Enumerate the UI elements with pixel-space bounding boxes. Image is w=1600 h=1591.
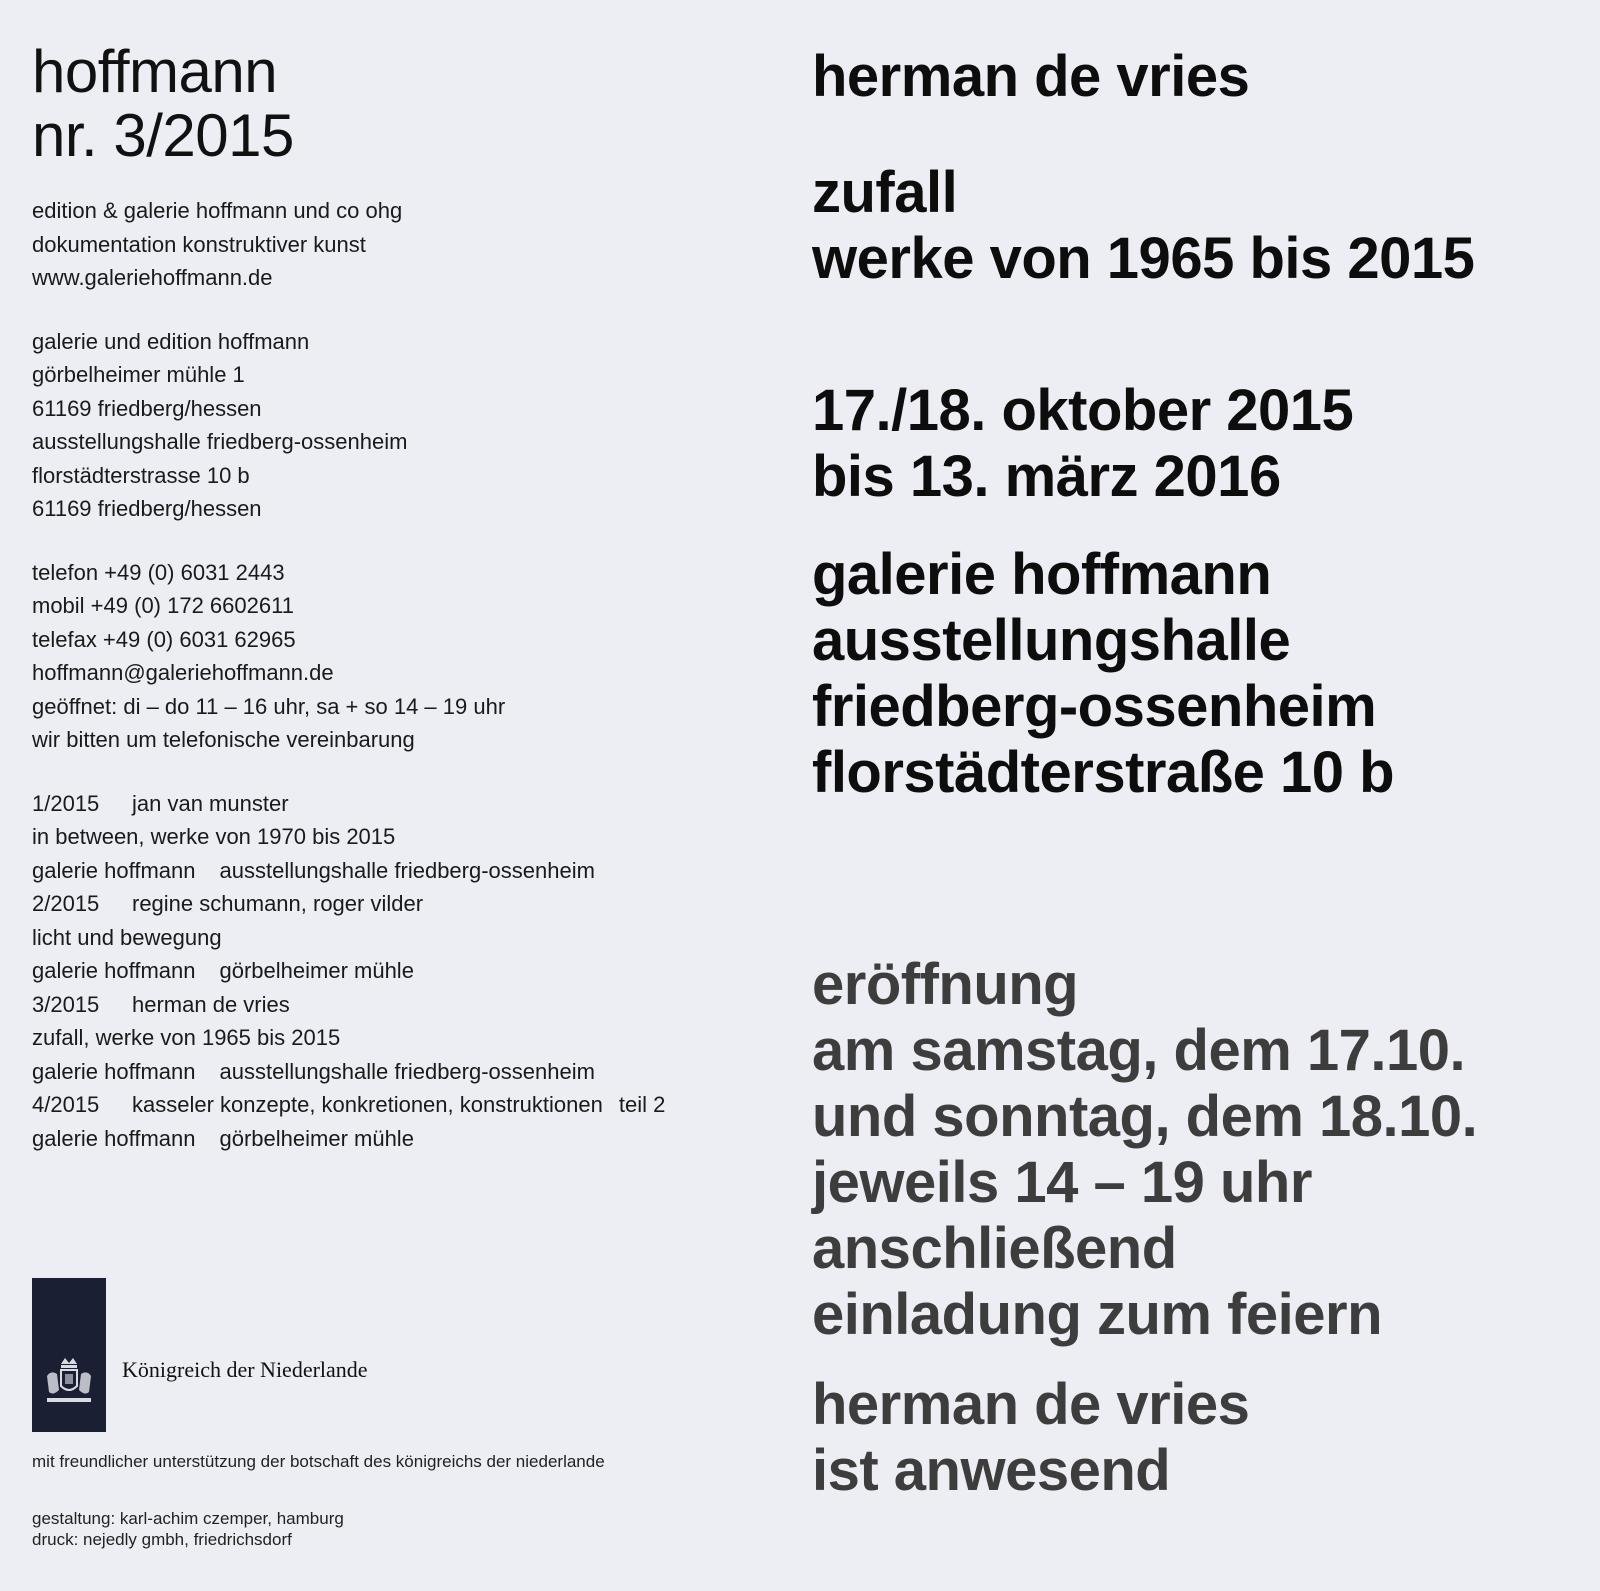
publication-title-line	[32, 820, 772, 854]
publication-number: 3/2015	[32, 991, 100, 1017]
opening-info	[812, 952, 1592, 1348]
publication-number: 1/2015	[32, 790, 100, 816]
opening-line: anschließend	[812, 1216, 1177, 1281]
publication-part: teil 2	[618, 1092, 666, 1117]
presence-line: ist anwesend	[812, 1438, 1171, 1503]
publication-venue-line	[32, 1122, 772, 1156]
phone: telefon +49 (0) 6031 2443	[32, 559, 285, 585]
address-block	[32, 325, 772, 526]
logo-text: Königreich der Niederlande	[122, 1357, 368, 1382]
publication-number: 4/2015	[32, 1092, 100, 1117]
masthead	[32, 40, 772, 168]
publisher-line: edition & galerie hoffmann und co ohg	[32, 198, 403, 223]
coat-of-arms-icon	[39, 1354, 99, 1414]
publication-artist: herman de vries	[132, 991, 290, 1017]
publication-subtitle: , werke von 1970 bis 2015	[138, 824, 396, 849]
mobile: mobil +49 (0) 172 6602611	[32, 593, 294, 618]
address-line: ausstellungshalle friedberg-ossenheim	[32, 429, 408, 454]
opening-hours: geöffnet: di – do 11 – 16 uhr, sa + so 14 – 19 uhr	[32, 693, 506, 719]
address-line: 61169 friedberg/hessen	[32, 496, 262, 521]
support-note: mit freundlicher unterstützung der botschaft des königreichs der niederlande	[32, 1452, 605, 1471]
artist-heading: herman de vries	[812, 44, 1250, 109]
publication-venue: görbelheimer mühle	[219, 1125, 414, 1151]
publication-venue-line	[32, 854, 772, 888]
publication-gallery: galerie hoffmann	[32, 1125, 196, 1151]
publication-artist: jan van munster	[132, 790, 289, 816]
opening-line: am samstag, dem 17.10.	[812, 1018, 1466, 1083]
date-line: 17./18. oktober 2015	[812, 378, 1354, 443]
publication-title: licht und bewegung	[32, 924, 222, 950]
publication-title-line	[32, 1021, 772, 1055]
publication-venue: ausstellungshalle friedberg-ossenheim	[219, 1058, 595, 1084]
publication-subtitle: , werke von 1965 bis 2015	[83, 1025, 341, 1050]
publication-gallery: galerie hoffmann	[32, 857, 196, 883]
publication-header	[32, 887, 772, 921]
publisher-line: dokumentation konstruktiver kunst	[32, 231, 366, 257]
publication-header	[32, 988, 772, 1022]
opening-line: eröffnung	[812, 952, 1079, 1017]
logo-bar	[32, 1278, 106, 1432]
email: hoffmann@galeriehoffmann.de	[32, 660, 334, 685]
publication-artist: regine schumann, roger vilder	[132, 891, 424, 916]
publisher-block	[32, 194, 772, 295]
opening-line: jeweils 14 – 19 uhr	[812, 1150, 1312, 1215]
publication-number: 2/2015	[32, 891, 100, 916]
artist-presence	[812, 1372, 1592, 1504]
publication-venue: ausstellungshalle friedberg-ossenheim	[219, 857, 595, 883]
address-line: görbelheimer mühle 1	[32, 362, 245, 387]
publication-header	[32, 787, 772, 821]
publications-list	[32, 787, 772, 1156]
venue-line: florstädterstraße 10 b	[812, 740, 1395, 805]
appointment-note: wir bitten um telefonische vereinbarung	[32, 727, 415, 752]
publication-title: zufall	[32, 1025, 84, 1050]
website: www.galeriehoffmann.de	[32, 265, 273, 290]
publication-venue: görbelheimer mühle	[219, 958, 414, 983]
contact-block	[32, 556, 772, 757]
publication-title: in between	[32, 824, 139, 849]
title-line: werke von 1965 bis 2015	[812, 226, 1475, 291]
left-column	[32, 40, 772, 1155]
fax: telefax +49 (0) 6031 62965	[32, 626, 296, 652]
venue-line: galerie hoffmann	[812, 542, 1272, 607]
publication-venue-line	[32, 954, 772, 988]
credit-line: gestaltung: karl-achim czemper, hamburg	[32, 1509, 344, 1528]
venue-line: ausstellungshalle	[812, 608, 1291, 673]
date-line: bis 13. märz 2016	[812, 444, 1281, 509]
publication-header	[32, 1088, 772, 1122]
opening-line: und sonntag, dem 18.10.	[812, 1084, 1478, 1149]
presence-line: herman de vries	[812, 1372, 1250, 1437]
title-line: zufall	[812, 160, 958, 225]
publication-artist: kasseler konzepte, konkretionen, konstruktionen	[132, 1092, 603, 1117]
credit-line: druck: nejedly gmbh, friedrichsdorf	[32, 1530, 292, 1549]
address-line: galerie und edition hoffmann	[32, 328, 310, 354]
exhibition-venue	[812, 542, 1592, 806]
exhibition-title	[812, 160, 1592, 292]
publication-gallery: galerie hoffmann	[32, 1058, 196, 1084]
address-line: florstädterstrasse 10 b	[32, 462, 250, 488]
right-column	[812, 40, 1592, 1504]
credits	[32, 1508, 344, 1550]
masthead-line: hoffmann	[32, 38, 278, 105]
publication-venue-line	[32, 1055, 772, 1089]
address-line: 61169 friedberg/hessen	[32, 395, 262, 421]
publication-gallery: galerie hoffmann	[32, 958, 196, 983]
exhibition-dates	[812, 378, 1592, 510]
publication-title-line	[32, 921, 772, 955]
opening-line: einladung zum feiern	[812, 1282, 1383, 1347]
netherlands-logo	[32, 1278, 368, 1432]
masthead-line: nr. 3/2015	[32, 102, 294, 169]
venue-line: friedberg-ossenheim	[812, 674, 1377, 739]
